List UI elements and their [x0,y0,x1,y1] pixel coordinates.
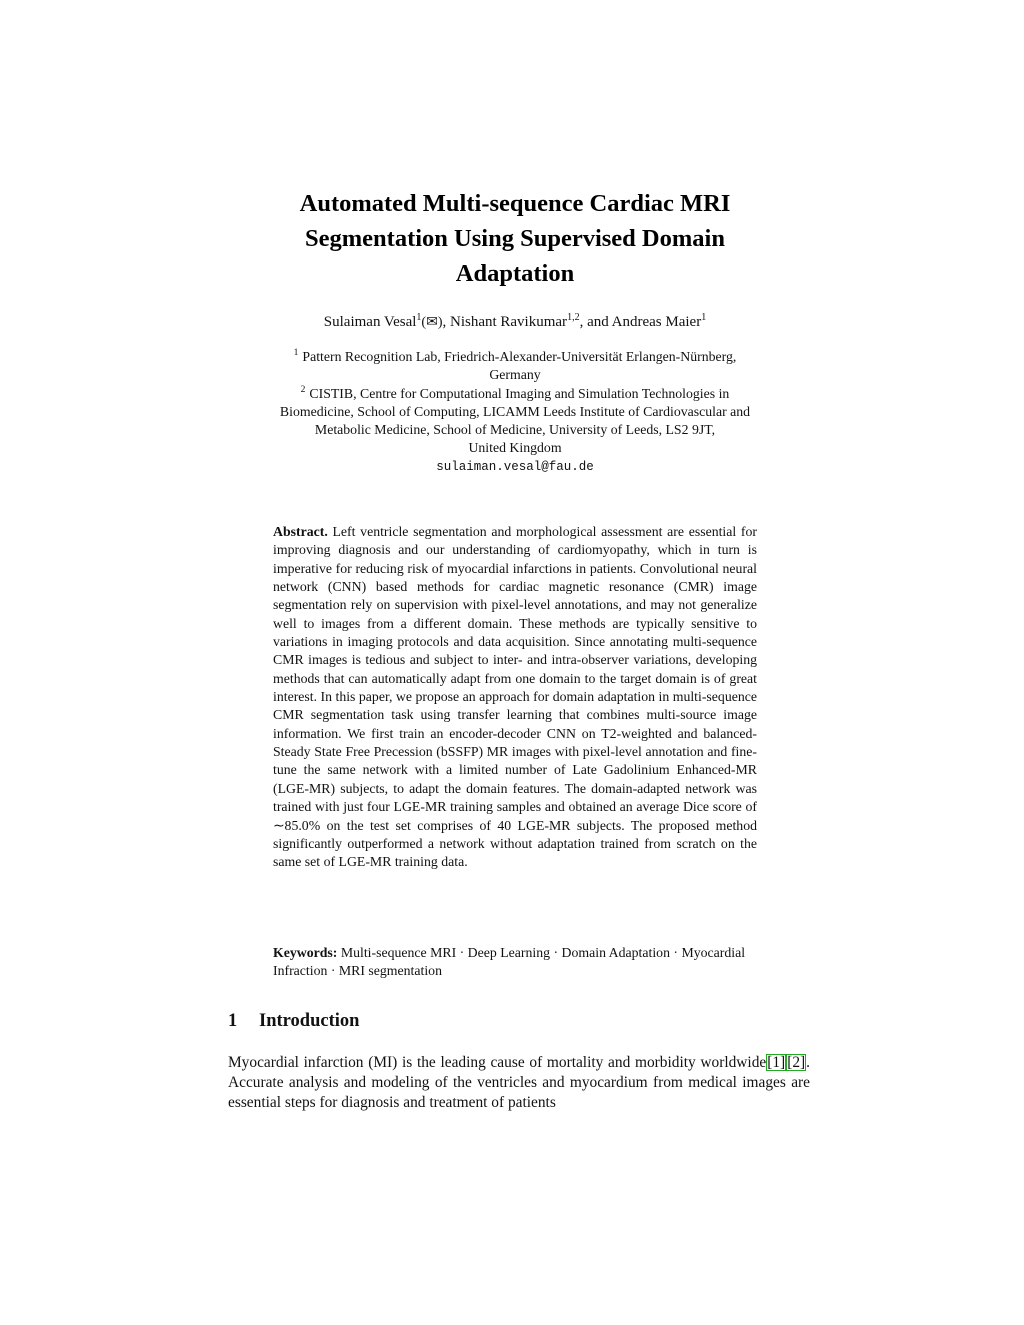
title-line: Segmentation Using Supervised Domain [305,225,725,252]
citation-link[interactable]: [2] [787,1054,806,1071]
affiliation-1 [200,348,830,385]
title-line: Automated Multi-sequence Cardiac MRI [299,190,731,217]
citation-link[interactable]: [1] [767,1054,786,1071]
abstract [273,523,757,872]
envelope-icon: (✉) [421,315,443,330]
affiliation-line: CISTIB, Centre for Computational Imaging and Simulation Technologies in [309,385,730,401]
affiliation-line: Metabolic Medicine, School of Medicine, University of Leeds, LS2 9JT, [314,422,716,438]
intro-text: Myocardial infarction (MI) is the leading cause of mortality and morbidity worldwide [228,1054,767,1071]
author-name: Nishant Ravikumar [449,314,568,330]
author-separator: , [442,314,450,330]
affiliation-line: United Kingdom [468,440,562,456]
affiliation-2 [200,385,830,458]
author-separator: , and [579,314,612,330]
affiliation-line: Germany [489,367,541,383]
affiliations [200,348,830,476]
paper-title [228,186,802,291]
author-name: Andreas Maier [611,314,702,330]
section-heading [228,1011,359,1032]
affiliation-line: Biomedicine, School of Computing, LICAMM Leeds Institute of Cardiovascular and [279,403,751,419]
title-line: Adaptation [455,260,575,287]
keywords-text: Multi-sequence MRI · Deep Learning · Domain Adaptation · Myocardial Infraction · MRI segmentation [273,945,746,979]
abstract-text: Left ventricle segmentation and morphological assessment are essential for improving diagnosis and our understanding of cardiomyopathy, which in turn is imperative for reducing risk of myocardial infarctions in patients. Convolutional neural network (CNN) based methods for cardiac magnetic resonance (CMR) image segmentation rely on supervision with pixel-level annotations, and may not generalize well to images from a different domain. These methods are typically sensitive to variations in imaging protocols and data acquisition. Since annotating multi-sequence CMR images is tedious and subject to inter- and intra-observer variations, developing methods that can automatically adapt from one domain to the target domain is of great interest. In this paper, we propose an approach for domain adaptation in multi-sequence CMR segmentation task using transfer learning that combines multi-source image information. We first train an encoder-decoder CNN on T2-weighted and balanced-Steady State Free Precession (bSSFP) MR images with pixel-level annotation and fine-tune the same network with a limited number of Late Gadolinium Enhanced-MR (LGE-MR) subjects, to adapt the domain features. The domain-adapted network was trained with just four LGE-MR training samples and obtained an average Dice score of ∼85.0% on the test set comprises of 40 LGE-MR subjects. The proposed method significantly outperformed a network without adaptation trained from scratch on the same set of LGE-MR training data. [273,524,757,870]
author-list [200,310,830,335]
arxiv-stamp [0,345,80,955]
section-title: Introduction [259,1011,360,1031]
keywords [273,944,757,981]
intro-paragraph [228,1053,810,1114]
affiliation-marker: 2 [300,385,306,395]
author-affiliation-marker: 1 [416,312,422,323]
contact-email[interactable]: sulaiman.vesal@fau.de [436,459,594,474]
section-number: 1 [228,1011,238,1031]
author-name: Sulaiman Vesal [323,314,417,330]
keywords-label: Keywords: [273,945,338,960]
affiliation-marker: 1 [293,348,299,359]
author-affiliation-marker: 1,2 [567,312,580,323]
author-affiliation-marker: 1 [701,312,707,323]
abstract-label: Abstract. [273,524,328,539]
intro-text: . Accurate analysis and modeling of the ventricles and myocardium from medical images are essential steps for diagnosis and treatment of patients [228,1054,810,1112]
affiliation-line: Pattern Recognition Lab, Friedrich-Alexander-Universität Erlangen-Nürnberg, [302,349,737,364]
